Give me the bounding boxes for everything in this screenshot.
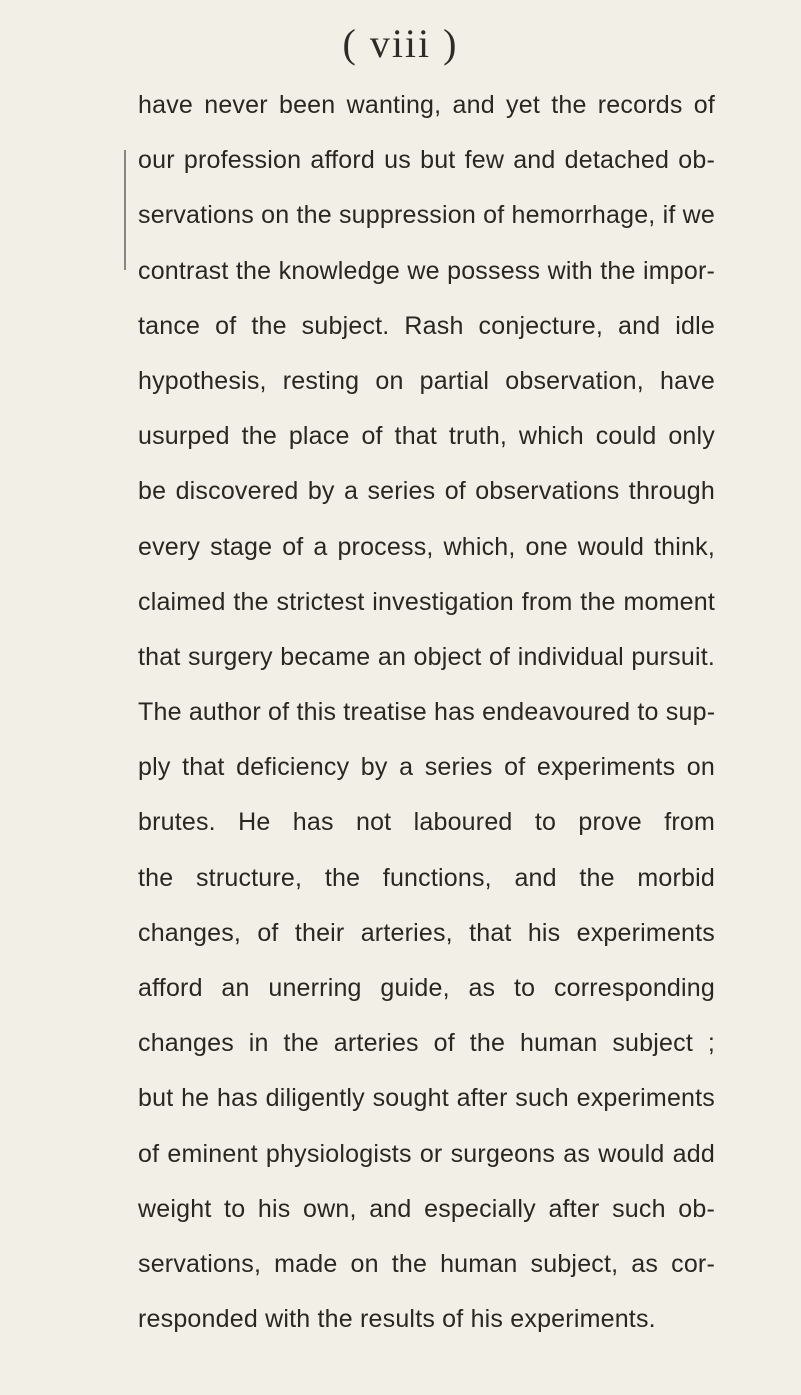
text-line: servations, made on the human subject, as cor- [138, 1249, 715, 1278]
text-line: but he has diligently sought after such experiments [138, 1084, 715, 1113]
text-line: changes in the arteries of the human subject ; [138, 1029, 715, 1058]
text-line: of eminent physiologists or surgeons as would add [138, 1139, 715, 1168]
text-line: ply that deficiency by a series of experiments on [138, 753, 715, 782]
text-line: tance of the subject. Rash conjecture, and idle [138, 311, 715, 340]
text-line: servations on the suppression of hemorrhage, if we [138, 201, 715, 230]
text-line: every stage of a process, which, one would think, [138, 532, 715, 561]
text-line: weight to his own, and especially after such ob- [138, 1194, 715, 1223]
text-line: that surgery became an object of individual pursuit. [138, 642, 715, 671]
margin-mark [124, 150, 126, 270]
text-line: be discovered by a series of observations through [138, 477, 715, 506]
page-number: ( viii ) [342, 21, 459, 66]
text-line: afford an unerring guide, as to corresponding [138, 974, 715, 1002]
text-line: brutes. He has not laboured to prove from [138, 808, 715, 837]
text-line: claimed the strictest investigation from the moment [138, 587, 715, 616]
text-line: responded with the results of his experiments. [138, 1305, 656, 1334]
text-line: The author of this treatise has endeavoured to sup- [138, 698, 716, 727]
text-line: have never been wanting, and yet the records of [138, 91, 715, 119]
text-line: changes, of their arteries, that his experiments [138, 918, 715, 947]
text-line: our profession afford us but few and detached ob- [138, 146, 715, 175]
text-line: contrast the knowledge we possess with the impor- [138, 256, 715, 285]
text-line: the structure, the functions, and the morbid [138, 863, 715, 892]
text-line: hypothesis, resting on partial observation, have [138, 366, 715, 395]
body-text [138, 78, 715, 1347]
text-line: usurped the place of that truth, which could only [138, 422, 715, 451]
